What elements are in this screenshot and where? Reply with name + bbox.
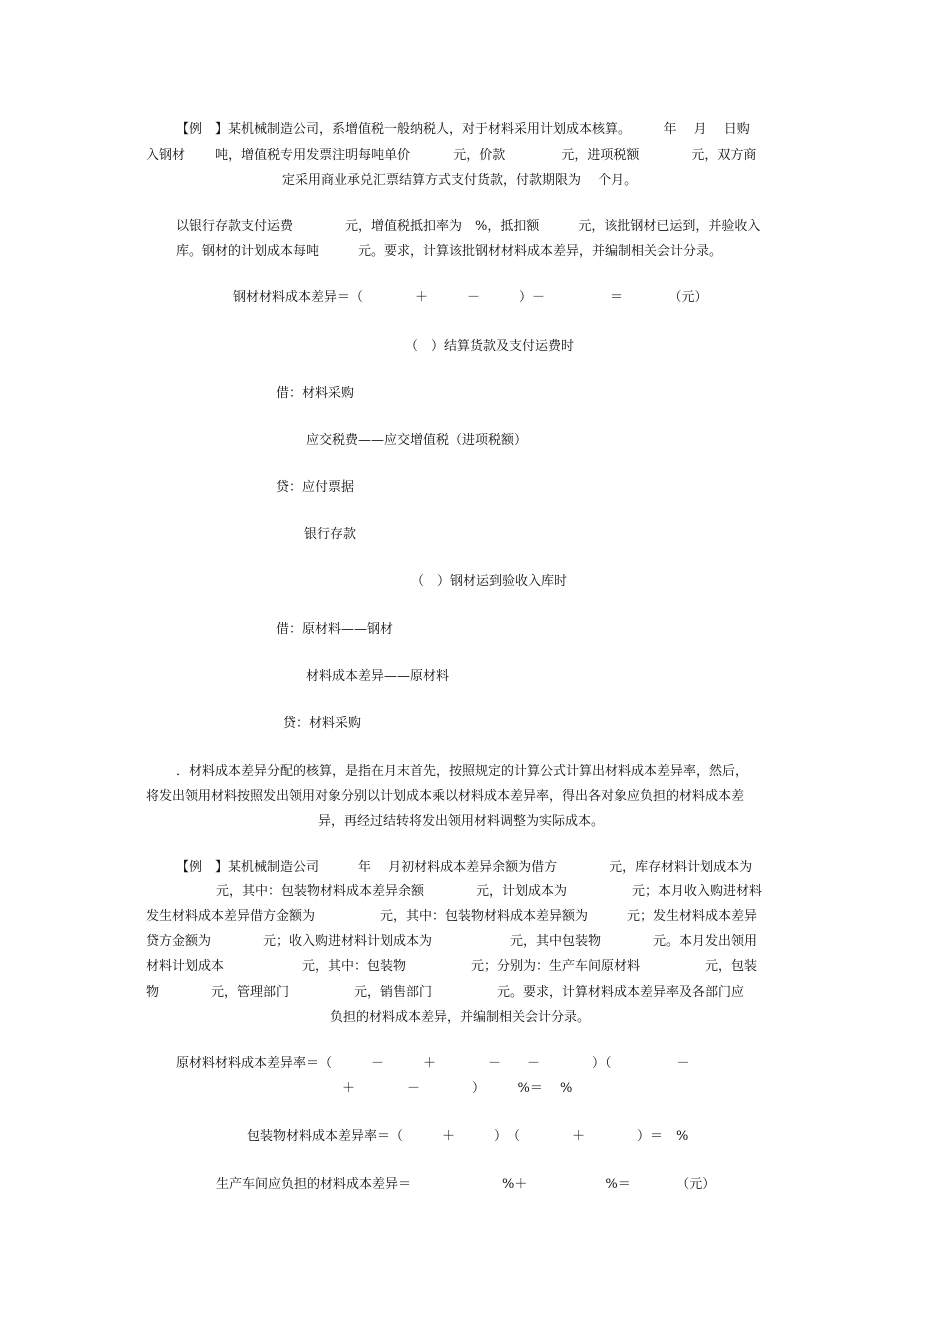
journal-step-heading: （ ）钢材运到验收入库时: [411, 574, 568, 589]
journal-debit-line: 应交税费——应交增值税（进项税额）: [306, 433, 528, 448]
paragraph-text-line: ．材料成本差异分配的核算，是指在月末首先，按照规定的计算公式计算出材料成本差异率，然后，: [176, 764, 749, 779]
example1-text-line: 以银行存款支付运费 元，增值税抵扣率为 %，抵扣额 元，该批钢材已运到，并验收入: [176, 219, 761, 234]
formula-workshop-variance: 生产车间应负担的材料成本差异＝ %＋ %＝ （元）: [216, 1177, 716, 1192]
example2-text-line: 负担的材料成本差异，并编制相关会计分录。: [330, 1010, 591, 1025]
example1-text-line: 【例 】某机械制造公司，系增值税一般纳税人，对于材料采用计划成本核算。 年 月 日购: [176, 122, 750, 137]
formula-raw-material-variance-rate: 原材料材料成本差异率＝（ － ＋ － － ）（ －: [176, 1056, 690, 1071]
example2-text-line: 材料计划成本 元，其中：包装物 元；分别为：生产车间原材料 元，包装: [146, 959, 758, 974]
journal-credit-line: 银行存款: [304, 527, 357, 542]
example2-text-line: 物 元，管理部门 元，销售部门 元。要求，计算材料成本差异率及各部门应: [146, 985, 745, 1000]
example2-text-line: 贷方金额为 元；收入购进材料计划成本为 元，其中包装物 元。本月发出领用: [146, 934, 758, 949]
journal-credit-line: 贷：材料采购: [283, 716, 362, 731]
formula-packaging-variance-rate: 包装物材料成本差异率＝（ ＋ ） （ ＋ ）＝ %: [247, 1129, 689, 1144]
journal-step-heading: （ ）结算货款及支付运费时: [405, 339, 575, 354]
formula-steel-cost-variance: 钢材材料成本差异＝（ ＋ － ）－ ＝ （元）: [233, 290, 708, 305]
example1-text-line: 定采用商业承兑汇票结算方式支付货款，付款期限为 个月。: [282, 173, 638, 188]
paragraph-text-line: 异，再经过结转将发出领用材料调整为实际成本。: [318, 814, 605, 829]
journal-credit-line: 贷：应付票据: [276, 480, 355, 495]
journal-debit-line: 借：材料采购: [276, 386, 355, 401]
formula-raw-material-variance-rate: ＋ － ） %＝ %: [342, 1081, 573, 1096]
example2-text-line: 发生材料成本差异借方金额为 元，其中：包装物材料成本差异额为 元；发生材料成本差异: [146, 909, 758, 924]
paragraph-text-line: 将发出领用材料按照发出领用对象分别以计划成本乘以材料成本差异率，得出各对象应负担的材料成本差: [146, 789, 745, 804]
example2-text-line: 【例 】某机械制造公司 年 月初材料成本差异余额为借方 元，库存材料计划成本为: [176, 860, 753, 875]
journal-debit-line: 材料成本差异——原材料: [306, 669, 450, 684]
journal-debit-line: 借：原材料——钢材: [276, 622, 394, 637]
example1-text-line: 入钢材 吨，增值税专用发票注明每吨单价 元，价款 元，进项税额 元，双方商: [146, 148, 757, 163]
example2-text-line: 元，其中：包装物材料成本差异余额 元，计划成本为 元；本月收入购进材料: [216, 884, 763, 899]
example1-text-line: 库。钢材的计划成本每吨 元。要求，计算该批钢材材料成本差异，并编制相关会计分录。: [176, 244, 723, 259]
